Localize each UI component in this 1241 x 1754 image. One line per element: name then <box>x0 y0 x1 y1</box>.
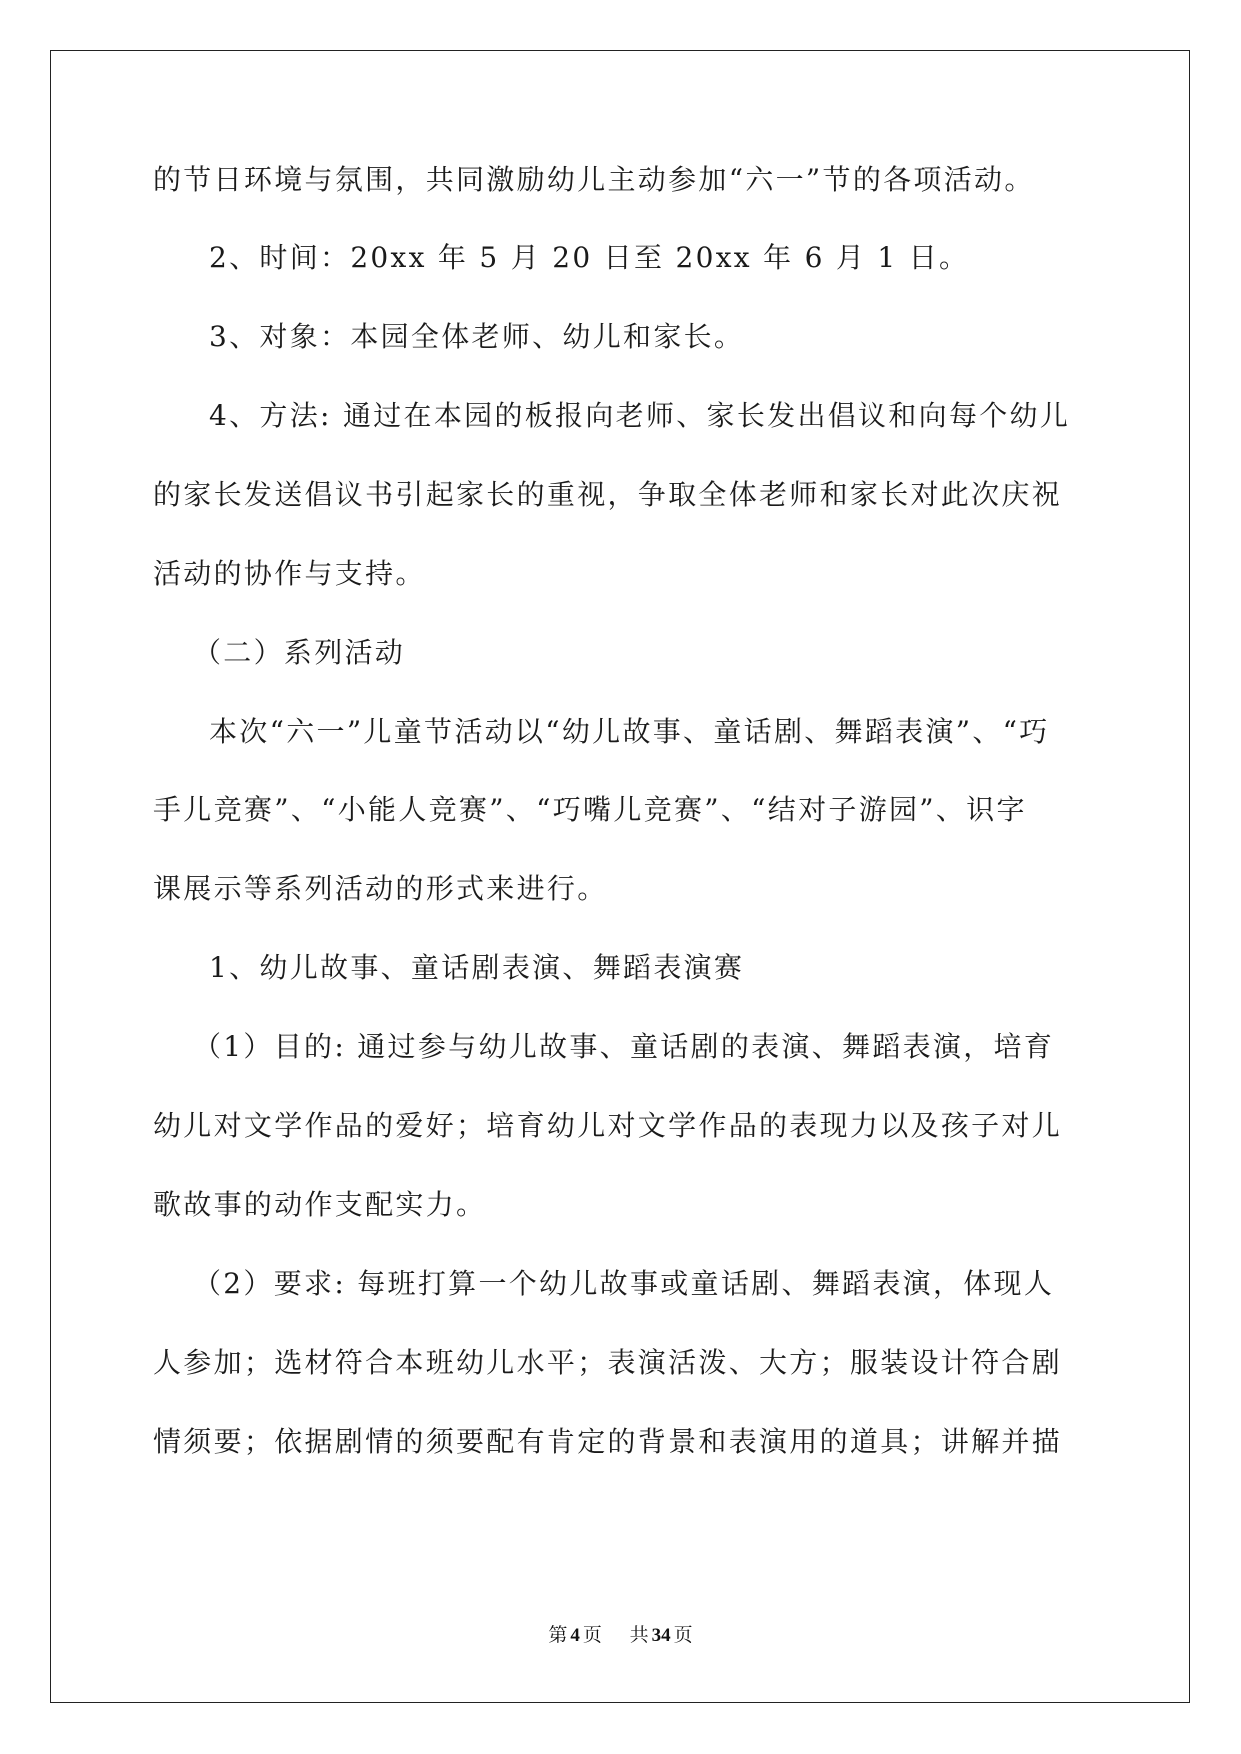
text-line: 幼儿对文学作品的爱好；培育幼儿对文学作品的表现力以及孩子对儿 <box>153 1109 1063 1142</box>
text-line: （2）要求: 每班打算一个幼儿故事或童话剧、舞蹈表演，体现人 <box>193 1267 1055 1300</box>
section-heading: （二）系列活动 <box>193 636 406 669</box>
text-line: 课展示等系列活动的形式来进行。 <box>153 872 608 905</box>
text-line: 情须要；依据剧情的须要配有肯定的背景和表演用的道具；讲解并描 <box>153 1425 1063 1458</box>
page-total <box>627 1625 696 1646</box>
text-line: 2、时间：20xx 年 5 月 20 日至 20xx 年 6 月 1 日。 <box>209 241 970 274</box>
text-line: 1、幼儿故事、童话剧表演、舞蹈表演赛 <box>209 951 745 984</box>
text-line: 手儿竞赛”、“小能人竞赛”、“巧嘴儿竞赛”、“结对子游园”、识字 <box>153 793 1027 826</box>
text-line: 的家长发送倡议书引起家长的重视，争取全体老师和家长对此次庆祝 <box>153 478 1063 511</box>
text-line: （1）目的: 通过参与幼儿故事、童话剧的表演、舞蹈表演，培育 <box>193 1030 1055 1063</box>
text-line: 活动的协作与支持。 <box>153 557 426 590</box>
text-line: 的节日环境与氛围，共同激励幼儿主动参加“六一”节的各项活动。 <box>153 163 1035 196</box>
current-page: 4 <box>570 1625 580 1646</box>
text-line: 本次“六一”儿童节活动以“幼儿故事、童话剧、舞蹈表演”、“巧 <box>209 715 1050 748</box>
footer-total-suffix: 页 <box>673 1625 693 1646</box>
page-footer <box>0 1620 1241 1647</box>
page-number <box>545 1625 605 1646</box>
footer-total-prefix: 共 <box>629 1625 649 1646</box>
text-line: 4、方法: 通过在本园的板报向老师、家长发出倡议和向每个幼儿 <box>209 399 1071 432</box>
text-line: 人参加；选材符合本班幼儿水平；表演活泼、大方；服装设计符合剧 <box>153 1346 1063 1379</box>
text-line: 歌故事的动作支配实力。 <box>153 1188 487 1221</box>
footer-page-suffix: 页 <box>582 1625 602 1646</box>
text-line: 3、对象：本园全体老师、幼儿和家长。 <box>209 320 745 353</box>
footer-prefix: 第 <box>548 1625 568 1646</box>
total-pages: 34 <box>651 1625 671 1646</box>
